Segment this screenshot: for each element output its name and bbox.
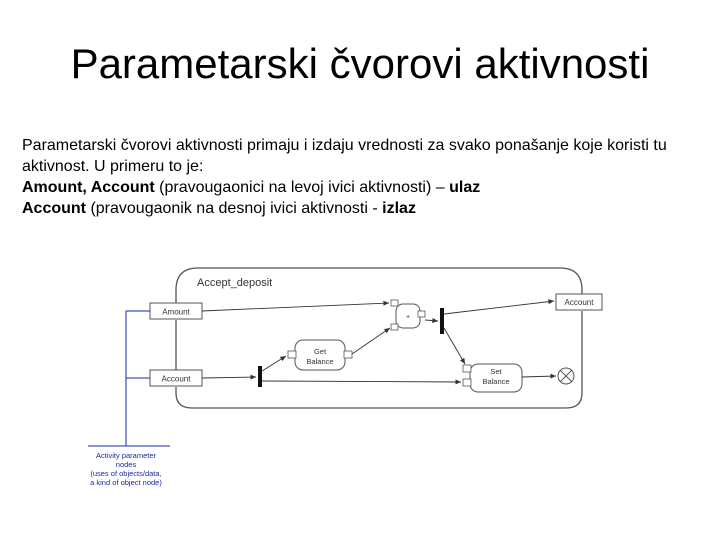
param-account-in-label: Account	[161, 374, 191, 384]
slide-title: Parametarski čvorovi aktivnosti	[70, 40, 650, 87]
activity-name: Accept_deposit	[197, 277, 273, 289]
edge-amount-to-add	[202, 303, 389, 311]
fork-bar-left	[258, 366, 262, 387]
annotation-line1: Activity parameter	[95, 451, 157, 460]
edge-fork-to-account-out	[444, 301, 554, 314]
edge-fork-to-setbalance	[262, 381, 461, 382]
action-get-balance	[288, 340, 352, 370]
param-amount-label: Amount	[162, 307, 190, 317]
input-desc: (pravougaonici na levoj ivici aktivnosti) –	[154, 179, 450, 196]
edge-add-to-fork	[425, 320, 438, 321]
param-node-account-in	[150, 370, 202, 386]
annotation-line3: (uses of objects/data,	[90, 469, 162, 478]
set-balance-line2: Balance	[482, 377, 510, 386]
action-set-balance	[463, 364, 522, 392]
annotation-line4: a kind of object node)	[90, 478, 162, 487]
output-kind: izlaz	[382, 200, 416, 217]
input-kind: ulaz	[449, 179, 481, 196]
param-node-account-out	[556, 294, 602, 310]
input-params: Amount, Account	[22, 179, 155, 196]
output-params: Account	[22, 200, 86, 217]
param-account-out-label: Account	[564, 298, 594, 307]
edge-fork-to-getbalance	[262, 356, 286, 371]
flow-final-node	[558, 368, 574, 384]
add-symbol: +	[405, 314, 411, 321]
set-balance-line1: Set	[490, 367, 502, 376]
edge-fork-to-setbalance	[444, 328, 465, 364]
get-balance-line1: Get	[313, 347, 327, 356]
get-balance-line2: Balance	[306, 357, 334, 366]
fork-bar-right	[440, 308, 444, 334]
edge-getbalance-to-add	[352, 328, 390, 354]
output-desc: (pravougaonik na desnoj ivici aktivnosti -	[86, 200, 383, 217]
action-add	[391, 300, 425, 330]
edge-setbalance-to-final	[522, 376, 556, 377]
annotation-text	[90, 451, 162, 487]
param-node-amount	[150, 303, 202, 319]
paragraph-intro: Parametarski čvorovi aktivnosti primaju i izdaju vrednosti za svako ponašanje koje koristi tu aktivnost. U primeru to je:	[22, 137, 667, 175]
edge-account-to-fork	[202, 377, 256, 378]
annotation-line2: nodes	[115, 460, 137, 469]
